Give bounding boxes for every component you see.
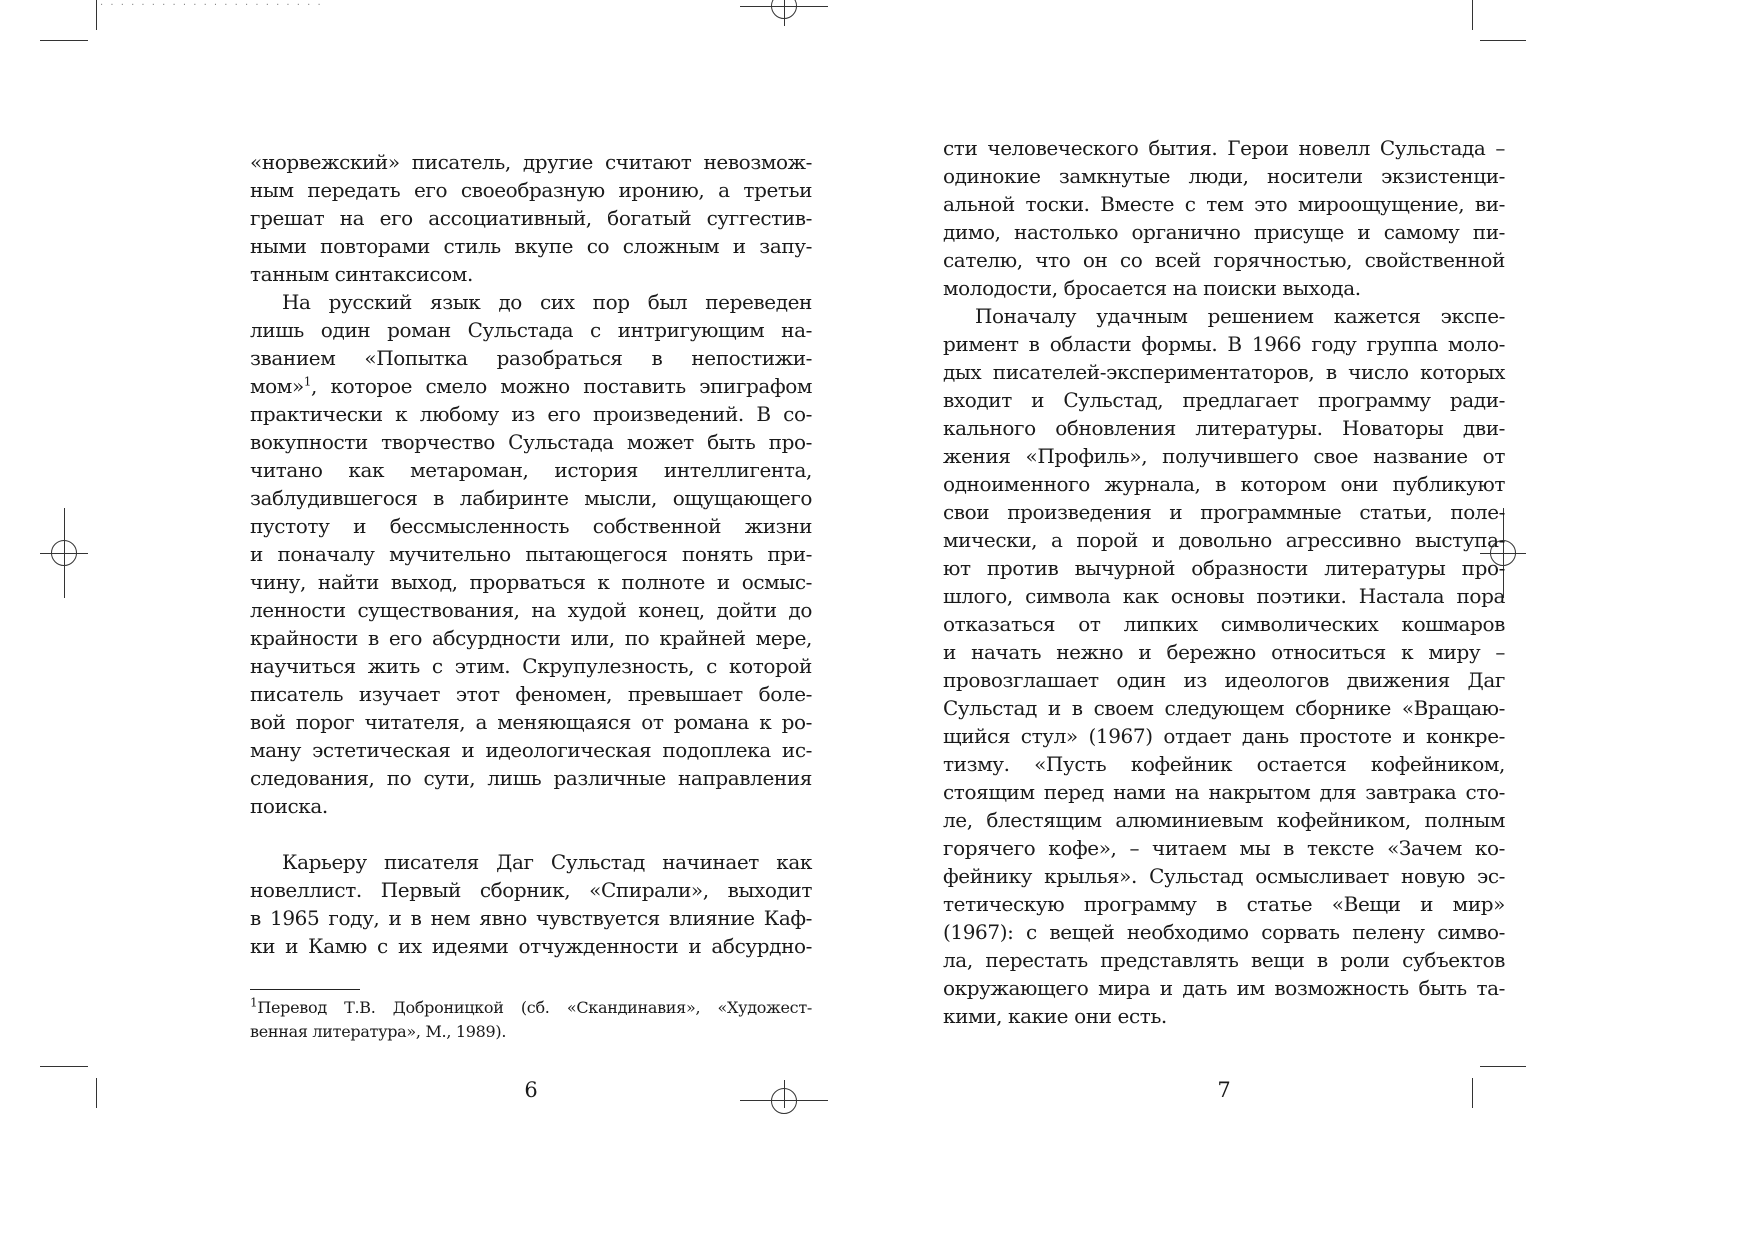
text-line: и начать нежно и бережно относиться к миру – xyxy=(943,640,1505,664)
left-page-body xyxy=(250,148,812,960)
crop-mark xyxy=(96,0,97,30)
text-line: ману эстетическая и идеологическая подоплека ис- xyxy=(250,738,812,762)
crop-mark xyxy=(1480,1066,1526,1067)
footnote-marker: 1 xyxy=(250,995,258,1010)
text-line: научиться жить с этим. Скрупулезность, с которой xyxy=(250,654,812,678)
footnote xyxy=(250,996,812,1044)
crop-mark xyxy=(1480,40,1526,41)
text-line: ла, перестать представлять вещи в роли субъектов xyxy=(943,948,1505,972)
crop-mark xyxy=(40,40,88,41)
footnote-line: венная литература», М., 1989). xyxy=(250,1022,507,1041)
text-line: поиска. xyxy=(250,794,328,818)
text-line: свои произведения и программные статьи, поле- xyxy=(943,500,1505,524)
footnote-text: Перевод Т.В. Доброницкой (сб. «Скандинавия», «Художест- xyxy=(257,998,812,1017)
crop-mark xyxy=(1472,0,1473,30)
text-line: и поначалу мучительно пытающегося понять при- xyxy=(250,542,812,566)
text-line: щийся стул» (1967) отдает дань простоте и конкре- xyxy=(943,724,1505,748)
text-line: стоящим перед нами на накрытом для завтрака сто- xyxy=(943,780,1505,804)
text-line: ле, блестящим алюминиевым кофейником, полным xyxy=(943,808,1505,832)
text-line: одинокие замкнутые люди, носители экзистенци- xyxy=(943,164,1505,188)
crop-mark xyxy=(96,1078,97,1108)
text-line: следования, по сути, лишь различные направления xyxy=(250,766,812,790)
text-line: (1967): с вещей необходимо сорвать пелену симво- xyxy=(943,920,1505,944)
text-line: крайности в его абсурдности или, по крайней мере, xyxy=(250,626,812,650)
text-line: Сульстад и в своем следующем сборнике «Вращаю- xyxy=(943,696,1505,720)
text-line: вой порог читателя, а меняющаяся от романа к ро- xyxy=(250,710,812,734)
text-line: отказаться от липких символических кошмаров xyxy=(943,612,1505,636)
slug-line: · · · · · · · · · · · · · · · · · · · · · · xyxy=(100,0,323,11)
text-line: практически к любому из его произведений. В со- xyxy=(250,402,812,426)
text-line: ными повторами стиль вкупе со сложным и запу- xyxy=(250,234,812,258)
text-line: молодости, бросается на поиски выхода. xyxy=(943,276,1361,300)
text-line: провозглашает один из идеологов движения Даг xyxy=(943,668,1505,692)
text-line: танным синтаксисом. xyxy=(250,262,473,286)
text-line: ным передать его своеобразную иронию, а третьи xyxy=(250,178,812,202)
text-line: кального обновления литературы. Новаторы дви- xyxy=(943,416,1505,440)
text-line: тизму. «Пусть кофейник остается кофейником, xyxy=(943,752,1505,776)
text-line: На русский язык до сих пор был переведен xyxy=(282,290,812,314)
text-line: одноименного журнала, в котором они публикуют xyxy=(943,472,1505,496)
text-line: римент в области формы. В 1966 году группа моло- xyxy=(943,332,1505,356)
registration-mark xyxy=(51,540,77,566)
text-line: дых писателей-экспериментаторов, в число которых xyxy=(943,360,1505,384)
text-line: ют против вычурной образности литературы про- xyxy=(943,556,1505,580)
text-line: писатель изучает этот феномен, превышает боле- xyxy=(250,682,812,706)
text-line: входит и Сульстад, предлагает программу ради- xyxy=(943,388,1505,412)
text-line: лишь один роман Сульстада с интригующим на- xyxy=(250,318,812,342)
page-number: 7 xyxy=(1217,1078,1231,1102)
registration-mark xyxy=(771,0,797,19)
text-line: фейнику крылья». Сульстад осмысливает новую эс- xyxy=(943,864,1505,888)
text-fragment: мом» xyxy=(250,374,304,398)
text-line: жения «Профиль», получившего свое название от xyxy=(943,444,1505,468)
footnote-line xyxy=(250,996,812,1020)
crop-mark xyxy=(40,1066,88,1067)
text-line: ленности существования, на худой конец, дойти до xyxy=(250,598,812,622)
page-number: 6 xyxy=(524,1078,538,1102)
text-line xyxy=(250,372,812,400)
text-line: димо, настолько органично присуще и самому пи- xyxy=(943,220,1505,244)
text-line: сателю, что он со всей горячностью, свойственной xyxy=(943,248,1505,272)
text-line: званием «Попытка разобраться в непостижи- xyxy=(250,346,812,370)
text-line: мически, а порой и довольно агрессивно выступа- xyxy=(943,528,1505,552)
right-page-body xyxy=(943,134,1505,1030)
text-line: тетическую программу в статье «Вещи и мир» xyxy=(943,892,1505,916)
text-line: ки и Камю с их идеями отчужденности и абсурдно- xyxy=(250,934,812,958)
text-line: чину, найти выход, прорваться к полноте и осмыс- xyxy=(250,570,812,594)
text-line: Поначалу удачным решением кажется экспе- xyxy=(975,304,1505,328)
footnote-reference: 1 xyxy=(303,374,312,389)
text-line: заблудившегося в лабиринте мысли, ощущающего xyxy=(250,486,812,510)
text-line: сти человеческого бытия. Герои новелл Сульстада – xyxy=(943,136,1505,160)
text-line: шлого, символа как основы поэтики. Настала пора xyxy=(943,584,1505,608)
text-line: кими, какие они есть. xyxy=(943,1004,1167,1028)
text-line: горячего кофе», – читаем мы в тексте «Зачем ко- xyxy=(943,836,1505,860)
text-fragment: , которое смело можно поставить эпиграфом xyxy=(311,374,812,398)
text-line: в 1965 году, и в нем явно чувствуется влияние Каф- xyxy=(250,906,812,930)
text-line: пустоту и бессмысленность собственной жизни xyxy=(250,514,812,538)
footnote-rule xyxy=(250,989,360,990)
text-line: вокупности творчество Сульстада может быть про- xyxy=(250,430,812,454)
text-line: читано как метароман, история интеллигента, xyxy=(250,458,812,482)
text-line: Карьеру писателя Даг Сульстад начинает как xyxy=(282,850,812,874)
text-line: новеллист. Первый сборник, «Спирали», выходит xyxy=(250,878,812,902)
text-line: альной тоски. Вместе с тем это мироощущение, ви- xyxy=(943,192,1505,216)
text-line: окружающего мира и дать им возможность быть та- xyxy=(943,976,1505,1000)
text-line: грешат на его ассоциативный, богатый суггестив- xyxy=(250,206,812,230)
text-line: «норвежский» писатель, другие считают невозмож- xyxy=(250,150,812,174)
